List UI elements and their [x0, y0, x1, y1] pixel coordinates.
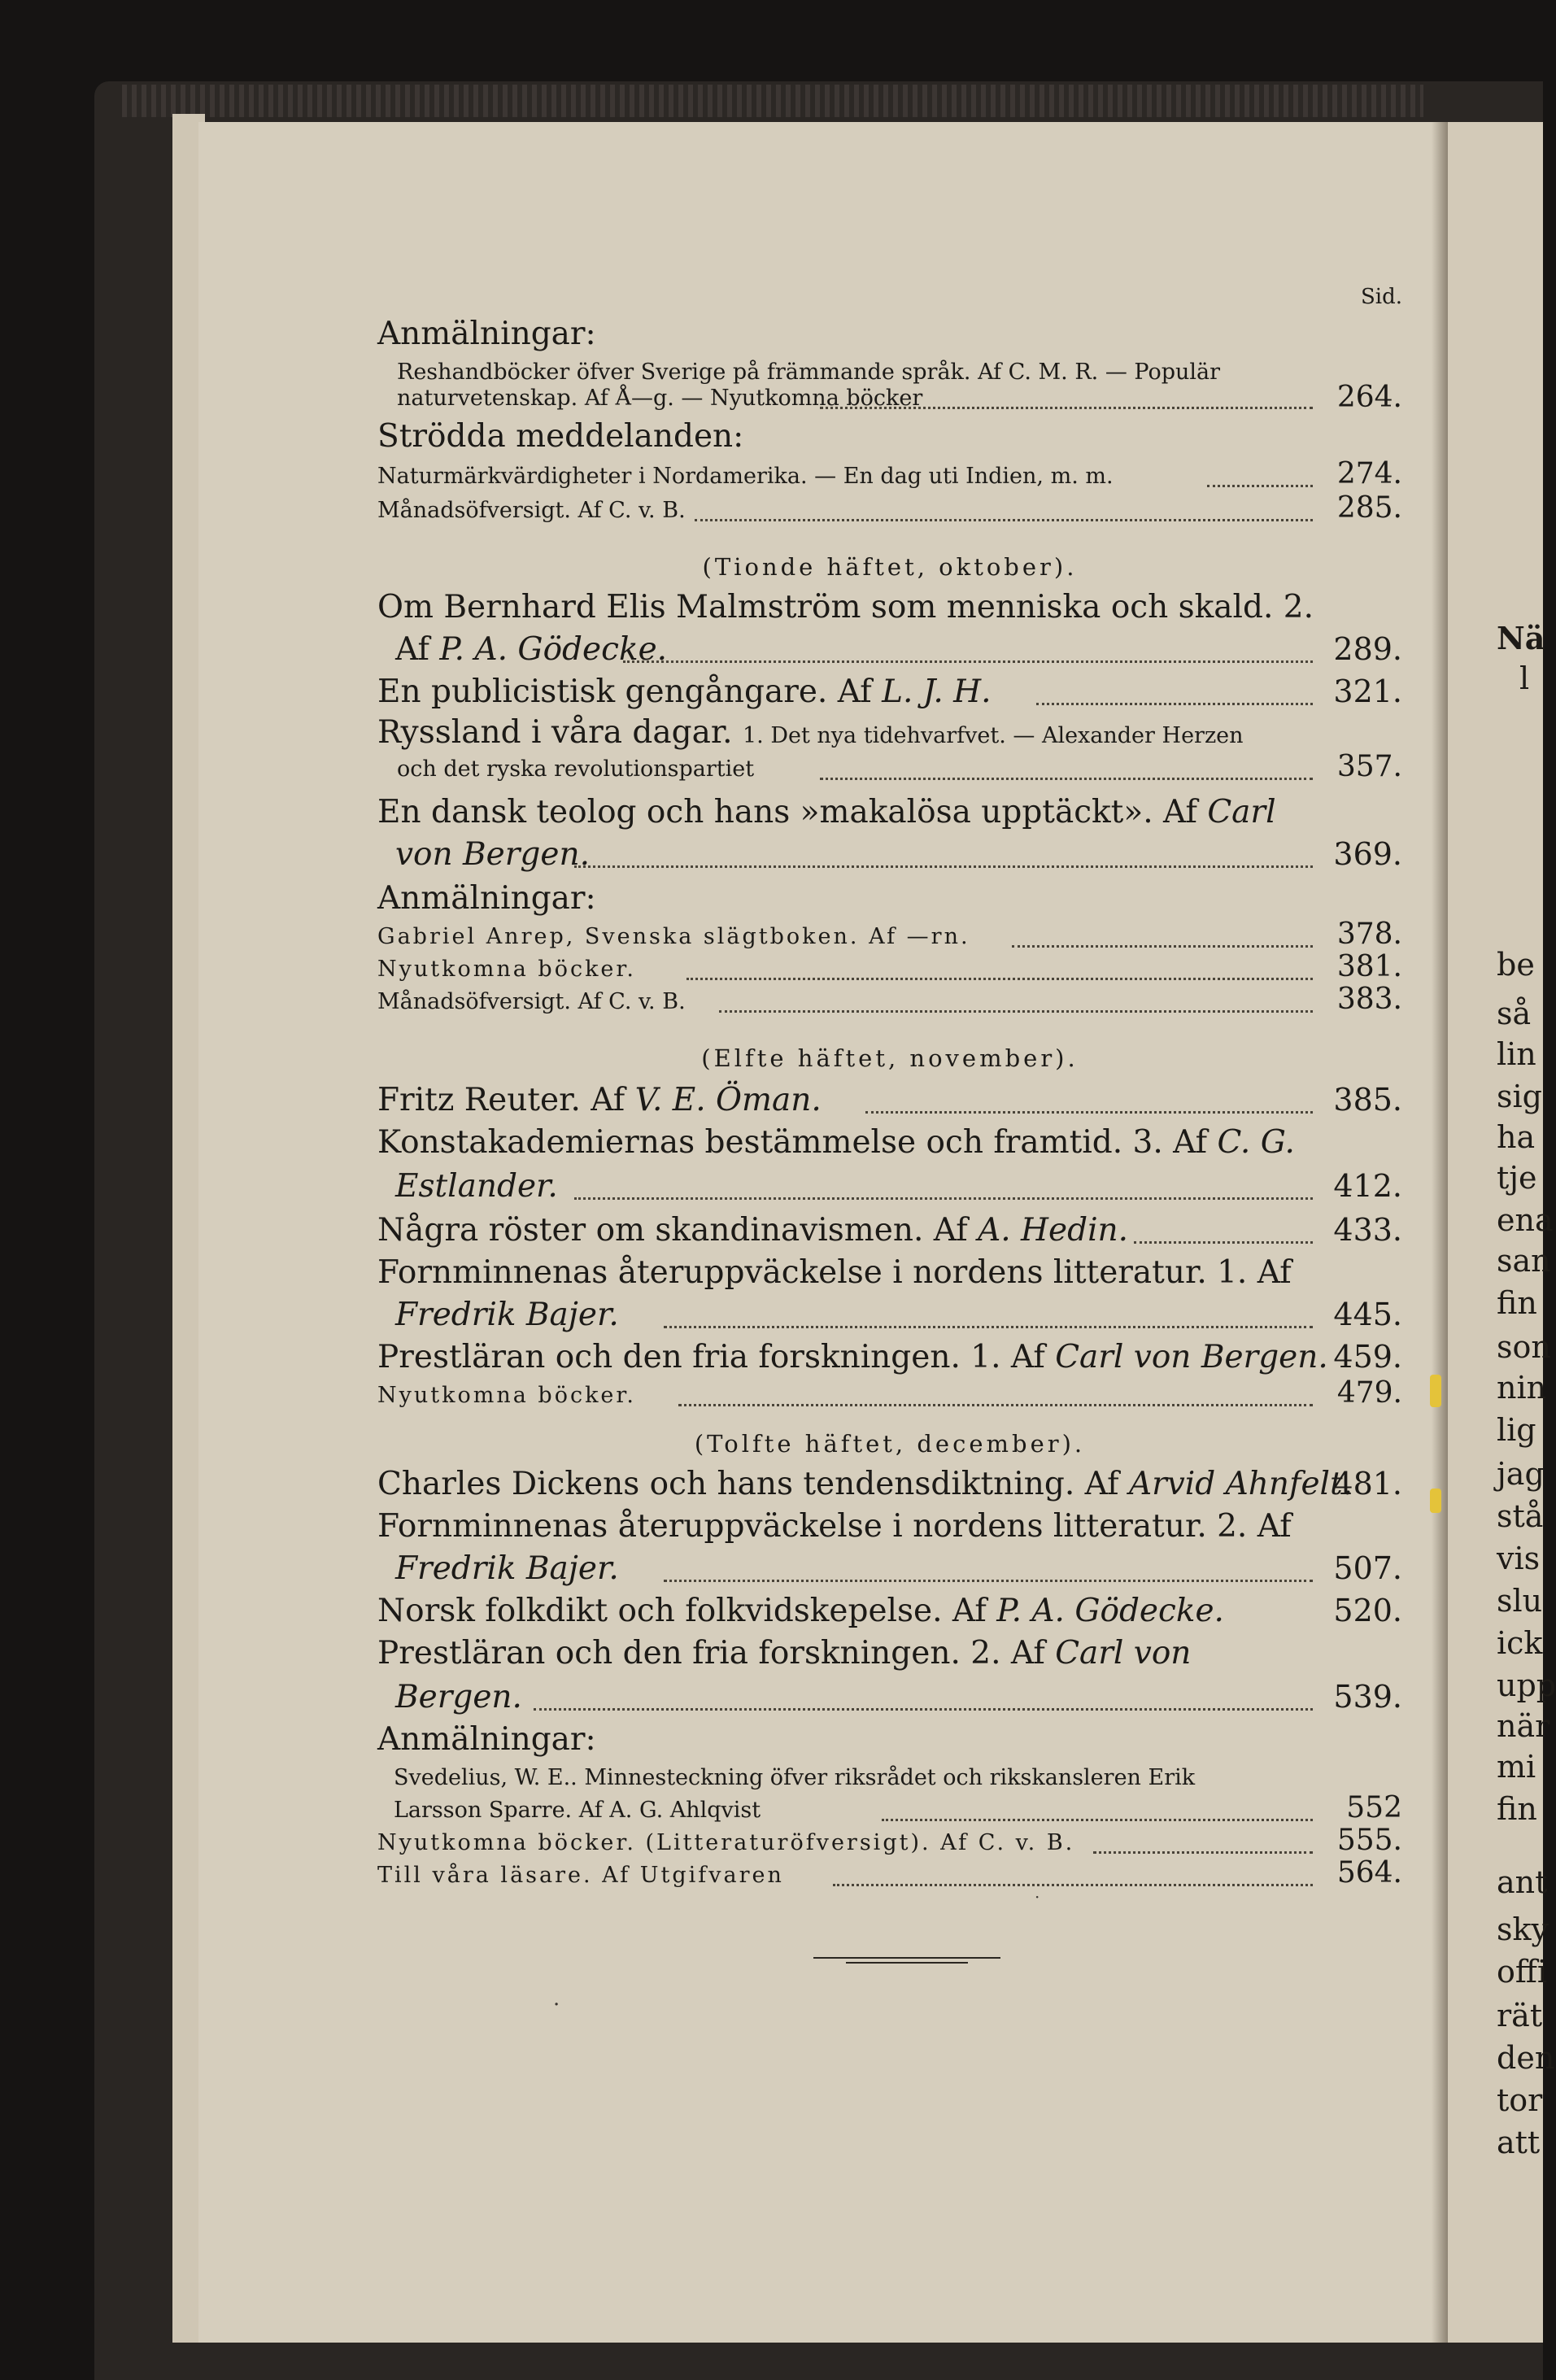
- right-fragment: san: [1497, 1243, 1551, 1279]
- toc-entry: [377, 1593, 1402, 1629]
- toc-entry-text: Fornminnenas återuppväckelse i nordens litteratur. 2. Af: [377, 1508, 1292, 1545]
- toc-entry: [377, 918, 1402, 951]
- right-fragment: l: [1519, 660, 1530, 696]
- author-name: Carl von Bergen.: [1055, 1339, 1328, 1375]
- toc-entry-text: Prestläran och den fria forskningen. 1. Af: [377, 1339, 1045, 1375]
- section-heading: Anmälningar:: [377, 880, 596, 917]
- right-fragment: sky: [1497, 1911, 1549, 1947]
- right-fragment: sig: [1497, 1079, 1542, 1114]
- toc-entry-text: Norsk folkdikt och folkvidskepelse. Af: [377, 1593, 987, 1629]
- author-name: A. Hedin.: [978, 1212, 1129, 1249]
- toc-entry-text: Nyutkomna böcker. (Litteraturöfversigt). Af C. v. B.: [377, 1830, 1075, 1855]
- leader-dots: [719, 1007, 1313, 1013]
- toc-entry-text: Nyutkomna böcker.: [377, 957, 636, 982]
- page-number: 412.: [1333, 1168, 1402, 1204]
- print-speck: ·: [553, 1993, 560, 2017]
- yellow-tab-marker: [1430, 1375, 1441, 1407]
- toc-subtitle: 1. Det nya tidehvarfvet. — Alexander Herzen: [743, 723, 1244, 748]
- leader-dots: [574, 862, 1313, 868]
- toc-entry-text: Några röster om skandinavismen. Af: [377, 1212, 968, 1249]
- toc-entry-continued: [395, 836, 1402, 873]
- author-name: von Bergen.: [395, 836, 590, 873]
- leader-dots: [574, 1194, 1313, 1200]
- page-number: 381.: [1336, 950, 1402, 983]
- right-fragment: be: [1497, 947, 1535, 983]
- right-fragment: rät: [1497, 1998, 1543, 2033]
- toc-entry-text: naturvetenskap. Af Å—g. — Nyutkomna böcker: [397, 386, 923, 411]
- page-number: 555.: [1336, 1824, 1402, 1857]
- author-name: Bergen.: [395, 1679, 522, 1715]
- right-fragment: vis: [1497, 1541, 1541, 1576]
- toc-entry-text: och det ryska revolutionspartiet: [397, 756, 755, 782]
- right-fragment: ick: [1497, 1625, 1543, 1661]
- page-number: 285.: [1336, 491, 1402, 525]
- section-heading: Anmälningar:: [377, 1721, 596, 1758]
- author-name: P. A. Gödecke.: [439, 631, 668, 668]
- issue-heading: (Tionde häftet, oktober).: [702, 553, 1078, 581]
- toc-entry: [377, 1856, 1402, 1890]
- right-fragment: stå: [1497, 1498, 1544, 1534]
- right-fragment: nin: [1497, 1370, 1547, 1406]
- toc-entry-continued: [395, 1550, 1402, 1587]
- page-number: 385.: [1333, 1082, 1402, 1118]
- right-fragment: ha: [1497, 1119, 1536, 1155]
- yellow-tab-marker: [1430, 1489, 1441, 1513]
- author-name: Carl: [1207, 794, 1276, 830]
- toc-entry: [377, 1376, 1402, 1410]
- toc-entry: [397, 381, 1402, 414]
- right-fragment: den: [1497, 2040, 1555, 2076]
- toc-entry-text: Fornminnenas återuppväckelse i nordens litteratur. 1. Af: [377, 1254, 1292, 1291]
- section-heading: Anmälningar:: [377, 316, 596, 352]
- right-fragment: fin: [1497, 1791, 1537, 1827]
- right-fragment: mi: [1497, 1749, 1536, 1785]
- toc-entry-text: En dansk teolog och hans »makalösa upptäckt». Af: [377, 794, 1197, 830]
- leader-dots: [833, 1881, 1313, 1886]
- facing-page-fragment: [1448, 122, 1556, 2343]
- toc-entry: [377, 1339, 1402, 1375]
- author-name: L. J. H.: [882, 673, 992, 710]
- toc-entry: [377, 1212, 1402, 1249]
- right-fragment: ant: [1497, 1864, 1548, 1900]
- page-number: 433.: [1333, 1212, 1402, 1248]
- right-fragment: lin: [1497, 1036, 1536, 1072]
- author-name: C. G.: [1217, 1124, 1295, 1161]
- toc-entry: [377, 1082, 1402, 1118]
- toc-entry-text: Till våra läsare. Af Utgifvaren: [377, 1863, 784, 1888]
- author-name: Carl von: [1055, 1635, 1192, 1672]
- toc-entry-text: Prestläran och den fria forskningen. 2. Af: [377, 1635, 1045, 1672]
- right-fragment: lig: [1497, 1412, 1536, 1448]
- end-rule: [846, 1962, 968, 1964]
- toc-entry-continued: [395, 1679, 1402, 1715]
- page-number: 383.: [1336, 983, 1402, 1016]
- toc-entry-text: Konstakademiernas bestämmelse och framtid. 3. Af: [377, 1124, 1208, 1161]
- end-rule: [813, 1957, 1000, 1959]
- leader-dots: [1207, 482, 1313, 487]
- right-fragment: tor: [1497, 2082, 1543, 2118]
- right-fragment: när: [1497, 1708, 1550, 1744]
- author-name: Fredrik Bajer.: [395, 1297, 619, 1333]
- page-number: 274.: [1336, 457, 1402, 490]
- toc-entry: [377, 1635, 1402, 1672]
- right-fragment: offi: [1497, 1954, 1548, 1990]
- author-name: V. E. Öman.: [634, 1082, 822, 1118]
- toc-entry-text: Fritz Reuter. Af: [377, 1082, 625, 1118]
- toc-entry: [377, 1466, 1402, 1502]
- page-number: 520.: [1333, 1593, 1402, 1628]
- sid-label: Sid.: [1360, 285, 1402, 309]
- leader-dots: [820, 774, 1313, 780]
- toc-entry-continued: [397, 750, 1402, 783]
- leader-dots: [686, 974, 1313, 980]
- toc-entry-text: Larsson Sparre. Af A. G. Ahlqvist: [394, 1798, 761, 1823]
- author-name: Fredrik Bajer.: [395, 1550, 619, 1587]
- toc-entry: Svedelius, W. E.. Minnesteckning öfver riksrådet och rikskansleren Erik: [394, 1765, 1196, 1790]
- toc-entry-text: Ryssland i våra dagar.: [377, 714, 733, 751]
- leader-dots: [678, 1401, 1313, 1406]
- page-number: 479.: [1336, 1376, 1402, 1410]
- page-number: 445.: [1333, 1297, 1402, 1332]
- right-fragment: jag: [1497, 1456, 1545, 1492]
- leader-dots: [664, 1323, 1313, 1328]
- leader-dots: [695, 516, 1313, 521]
- right-fragment: upp: [1497, 1667, 1556, 1703]
- toc-entry: [377, 1824, 1402, 1857]
- toc-entry-text: Gabriel Anrep, Svenska slägtboken. Af —rn.: [377, 924, 970, 949]
- leader-dots: [1012, 942, 1313, 948]
- issue-heading: (Tolfte häftet, december).: [694, 1430, 1086, 1458]
- toc-entry-text: En publicistisk gengångare. Af: [377, 673, 872, 710]
- toc-entry-text: Månadsöfversigt. Af C. v. B.: [377, 498, 686, 523]
- toc-entry: [377, 1508, 1402, 1545]
- page-number: 289.: [1333, 631, 1402, 667]
- toc-entry: [377, 983, 1402, 1016]
- author-name: Arvid Ahnfelt.: [1128, 1466, 1353, 1502]
- page-number: 357.: [1336, 750, 1402, 783]
- issue-heading: (Elfte häftet, november).: [701, 1044, 1079, 1072]
- page-number: 378.: [1336, 918, 1402, 951]
- right-fragment: tje: [1497, 1160, 1537, 1196]
- right-fragment: så: [1497, 996, 1532, 1031]
- toc-entry: [377, 673, 1402, 710]
- leader-dots: [820, 403, 1313, 409]
- toc-entry: [377, 714, 1402, 751]
- toc-entry: [377, 950, 1402, 983]
- leader-dots: [534, 1705, 1313, 1711]
- section-heading: Strödda meddelanden:: [377, 418, 744, 455]
- toc-entry: [377, 1124, 1402, 1161]
- toc-entry-text: Charles Dickens och hans tendensdiktning. Af: [377, 1466, 1119, 1502]
- page-number: 459.: [1333, 1339, 1402, 1375]
- page-number: 539.: [1333, 1679, 1402, 1715]
- leader-dots: [664, 1576, 1313, 1582]
- page-number: 264.: [1336, 381, 1402, 414]
- page-number: 321.: [1333, 673, 1402, 709]
- leader-dots: [865, 1108, 1313, 1114]
- print-speck: ·: [1035, 1887, 1040, 1907]
- toc-entry-text: Af: [395, 631, 429, 668]
- page-number: 564.: [1336, 1856, 1402, 1890]
- right-fragment: Nä: [1497, 620, 1545, 656]
- page-gutter: [1432, 122, 1448, 2343]
- toc-entry: Om Bernhard Elis Malmström som menniska och skald. 2.: [377, 589, 1314, 626]
- author-name: Estlander.: [395, 1168, 558, 1205]
- page-number: 481.: [1333, 1466, 1402, 1502]
- marbled-edge: [122, 85, 1423, 117]
- toc-entry: [377, 794, 1402, 830]
- toc-entry-text: Naturmärkvärdigheter i Nordamerika. — En dag uti Indien, m. m.: [377, 464, 1114, 489]
- toc-entry-continued: [395, 1297, 1402, 1333]
- leader-dots: [1134, 1238, 1313, 1244]
- right-fragment: ena: [1497, 1202, 1554, 1238]
- right-fragment: son: [1497, 1329, 1551, 1365]
- page-number: 507.: [1333, 1550, 1402, 1586]
- leader-dots: [882, 1816, 1313, 1821]
- toc-entry-continued: [395, 1168, 1402, 1205]
- toc-entry: [377, 491, 1402, 525]
- toc-entry-continued: [395, 631, 1402, 668]
- toc-entry: [377, 1254, 1402, 1291]
- leader-dots: [623, 657, 1313, 663]
- toc-entry-text: Nyutkomna böcker.: [377, 1383, 636, 1408]
- leader-dots: [1093, 1848, 1313, 1854]
- page-number: 369.: [1333, 836, 1402, 872]
- toc-entry: Reshandböcker öfver Sverige på främmande språk. Af C. M. R. — Populär: [397, 360, 1221, 385]
- toc-entry-continued: [394, 1791, 1402, 1824]
- right-fragment: fin: [1497, 1285, 1537, 1321]
- toc-entry-text: Månadsöfversigt. Af C. v. B.: [377, 989, 686, 1014]
- page-number: 552: [1346, 1791, 1402, 1824]
- author-name: P. A. Gödecke.: [996, 1593, 1224, 1629]
- right-fragment: att: [1497, 2125, 1541, 2160]
- toc-entry: [377, 457, 1402, 490]
- right-fragment: slu: [1497, 1583, 1543, 1619]
- leader-dots: [1036, 700, 1313, 705]
